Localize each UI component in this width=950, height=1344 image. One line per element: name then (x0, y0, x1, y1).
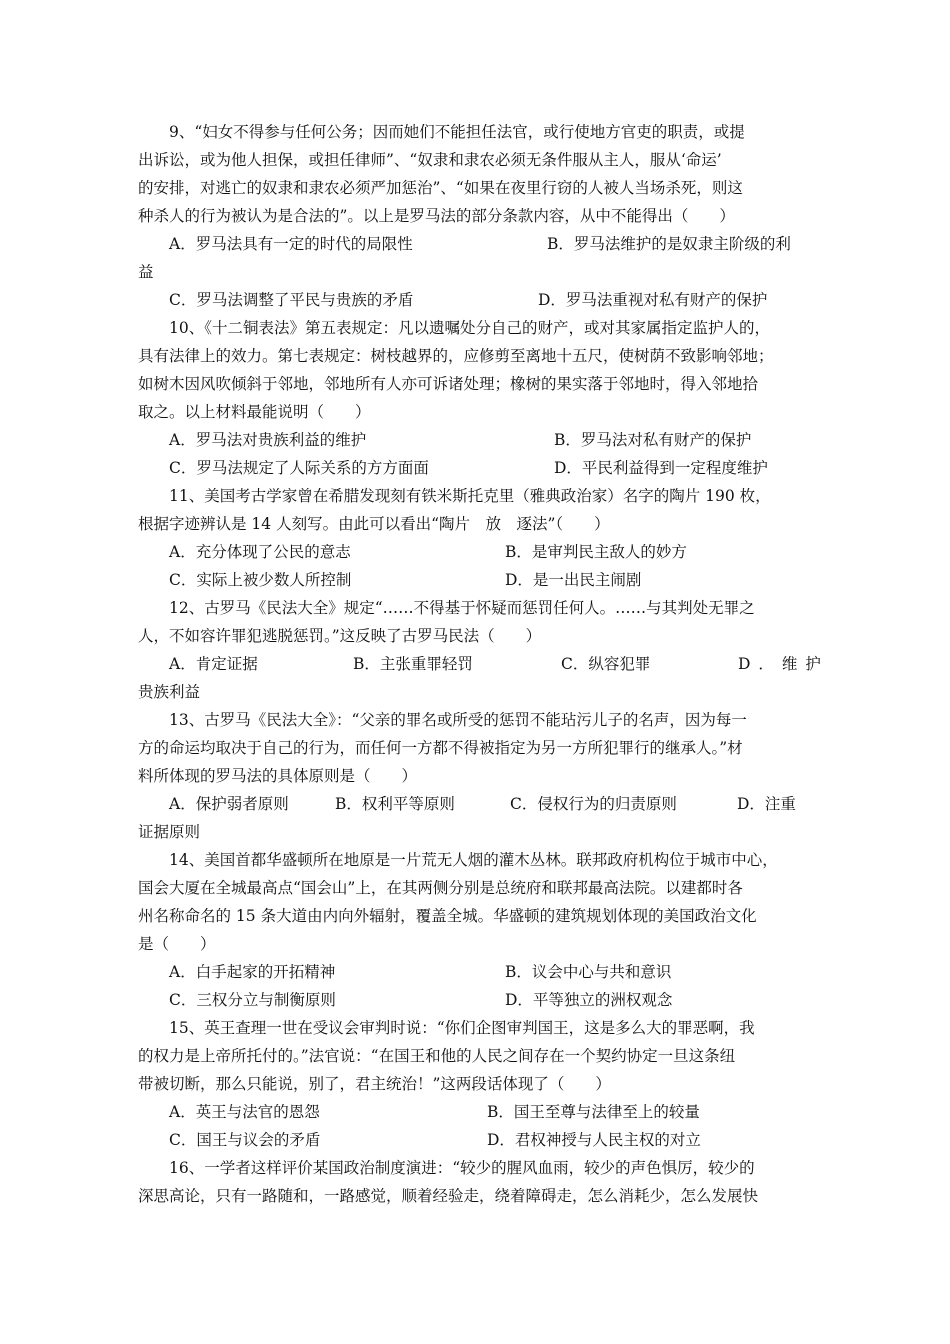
option-b: B．议会中心与共和意识 (505, 963, 672, 981)
option-a: A．罗马法具有一定的时代的局限性 (169, 235, 413, 253)
option-c: C．罗马法规定了人际关系的方方面面 (169, 459, 429, 477)
option-b: B．主张重罪轻罚 (353, 655, 473, 673)
question-text-line: 14、美国首都华盛顿所在地原是一片荒无人烟的灌木丛林。联邦政府机构位于城市中心， (169, 851, 778, 869)
question-text-line: 11、美国考古学家曾在希腊发现刻有铁米斯托克里（雅典政治家）名字的陶片 190 枚， (169, 487, 771, 505)
question-text-line: 料所体现的罗马法的具体原则是（ ） (138, 767, 418, 785)
question-12 (138, 594, 829, 706)
question-text-line: 方的命运均取决于自己的行为，而任何一方都不得被指定为另一方所犯罪行的继承人。”材 (138, 739, 743, 757)
option-d: D．君权神授与人民主权的对立 (487, 1131, 701, 1149)
option-a: A．罗马法对贵族利益的维护 (169, 431, 367, 449)
option-a: A．肯定证据 (169, 655, 258, 673)
question-text-line: 国会大厦在全城最高点“国会山”上，在其两侧分别是总统府和联邦最高法院。以建都时各 (138, 879, 743, 897)
question-text-line: 具有法律上的效力。第七表规定：树枝越界的，应修剪至离地十五尺，使树荫不致影响邻地； (138, 347, 774, 365)
question-text-line: 出诉讼，或为他人担保，或担任律师”、“奴隶和隶农必须无条件服从主人，服从‘命运’ (138, 151, 722, 169)
question-text-line: 的安排，对逃亡的奴隶和隶农必须严加惩治”、“如果在夜里行窃的人被人当场杀死，则这 (138, 179, 743, 197)
option-c: C．国王与议会的矛盾 (169, 1131, 321, 1149)
option-b: B．权利平等原则 (335, 795, 455, 813)
option-c: C．纵容犯罪 (561, 655, 651, 673)
question-13 (138, 706, 818, 846)
option-c: C．三权分立与制衡原则 (169, 991, 336, 1009)
question-text-line: 深思高论，只有一路随和，一路感觉，顺着经验走，绕着障碍走，怎么消耗少，怎么发展快 (138, 1187, 759, 1205)
option-c: C．罗马法调整了平民与贵族的矛盾 (169, 291, 414, 309)
option-b: B．罗马法对私有财产的保护 (554, 431, 752, 449)
question-14 (138, 846, 818, 1014)
question-text-line: 种杀人的行为被认为是合法的”。以上是罗马法的部分条款内容，从中不能得出（ ） (138, 207, 735, 225)
option-c: C．侵权行为的归责原则 (510, 795, 677, 813)
option-d-continuation: 贵族利益 (138, 683, 201, 701)
question-15 (138, 1014, 818, 1154)
option-d-continuation: 证据原则 (138, 823, 201, 841)
question-text-line: 9、“妇女不得参与任何公务；因而她们不能担任法官，或行使地方官吏的职责，或提 (169, 123, 745, 141)
question-text-line: 人，不如容许罪犯逃脱惩罚。”这反映了古罗马民法（ ） (138, 627, 542, 645)
option-b-continuation: 益 (138, 263, 154, 281)
question-text-line: 10、《十二铜表法》第五表规定：凡以遗嘱处分自己的财产，或对其家属指定监护人的， (169, 319, 770, 337)
question-16 (138, 1154, 818, 1210)
option-b: B．罗马法维护的是奴隶主阶级的利 (547, 235, 791, 253)
question-text-line: 12、古罗马《民法大全》规定“……不得基于怀疑而惩罚任何人。……与其判处无罪之 (169, 599, 755, 617)
question-9 (138, 118, 818, 314)
question-text-line: 13、古罗马《民法大全》：“父亲的罪名或所受的惩罚不能玷污儿子的名声，因为每一 (169, 711, 747, 729)
option-a: A．英王与法官的恩怨 (169, 1103, 320, 1121)
option-a: A．保护弱者原则 (169, 795, 289, 813)
question-text-line: 取之。以上材料最能说明（ ） (138, 403, 371, 421)
option-c: C．实际上被少数人所控制 (169, 571, 352, 589)
option-b: B．国王至尊与法律至上的较量 (487, 1103, 700, 1121)
question-11 (138, 482, 818, 594)
question-text-line: 根据字迹辨认是 14 人刻写。由此可以看出“陶片 放 逐法”（ ） (138, 515, 610, 533)
option-d: D．罗马法重视对私有财产的保护 (538, 291, 768, 309)
option-b: B．是审判民主敌人的妙方 (505, 543, 687, 561)
question-list (138, 118, 829, 1210)
option-d: D．是一出民主闹剧 (505, 571, 642, 589)
option-d: D．平等独立的洲权观念 (505, 991, 673, 1009)
question-text-line: 带被切断，那么只能说，别了，君主统治！”这两段话体现了（ ） (138, 1075, 611, 1093)
question-text-line: 州名称命名的 15 条大道由内向外辐射，覆盖全城。华盛顿的建筑规划体现的美国政治文化 (138, 907, 757, 925)
question-text-line: 15、英王查理一世在受议会审判时说：“你们企图审判国王，这是多么大的罪恶啊，我 (169, 1019, 755, 1037)
question-text-line: 16、一学者这样评价某国政治制度演进：“较少的腥风血雨，较少的声色惧厉，较少的 (169, 1159, 755, 1177)
option-d: D．平民利益得到一定程度维护 (554, 459, 768, 477)
option-d: D．维护 (738, 655, 829, 673)
option-a: A．充分体现了公民的意志 (169, 543, 351, 561)
option-d: D．注重 (737, 795, 796, 813)
question-text-line: 如树木因风吹倾斜于邻地，邻地所有人亦可诉诸处理；橡树的果实落于邻地时，得入邻地拾 (138, 375, 759, 393)
question-10 (138, 314, 818, 482)
question-text-line: 是（ ） (138, 935, 216, 953)
question-text-line: 的权力是上帝所托付的。”法官说：“在国王和他的人民之间存在一个契约协定一旦这条纽 (138, 1047, 736, 1065)
option-a: A．白手起家的开拓精神 (169, 963, 336, 981)
